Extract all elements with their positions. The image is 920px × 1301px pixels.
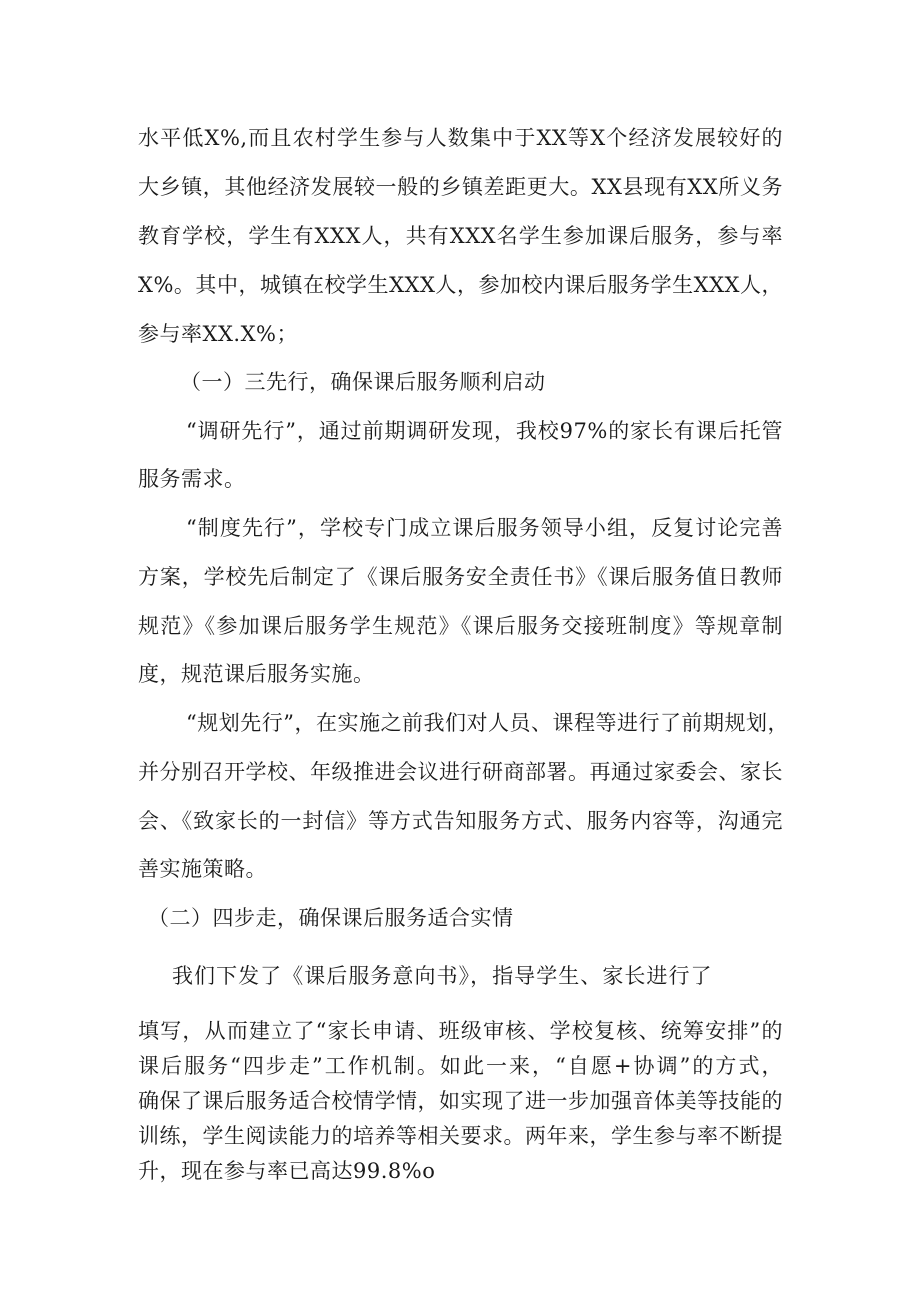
text-line: 服务需求。	[138, 467, 246, 491]
text-line: X%。其中，城镇在校学生XXX人，参加校内课后服务学生XXX人，	[138, 273, 783, 297]
text-line: “调研先行”，通过前期调研发现，我校97%的家长有课后托管	[186, 419, 783, 443]
section-heading-2: （二）四步走，确保课后服务适合实情	[148, 906, 514, 930]
text-line: 课后服务“四步走”工作机制。如此一来，“自愿+协调”的方式，	[138, 1054, 783, 1078]
text-line: “制度先行”，学校专门成立课后服务领导小组，反复讨论完善	[186, 516, 783, 540]
text-line: 并分别召开学校、年级推进会议进行研商部署。再通过家委会、家长	[138, 760, 783, 784]
text-line: 我们下发了《课后服务意向书》，指导学生、家长进行了	[172, 964, 712, 988]
text-line: 水平低X%,而且农村学生参与人数集中于XX等X个经济发展较好的	[138, 126, 783, 150]
section-heading-1: （一）三先行，确保课后服务顺利启动	[180, 370, 546, 394]
text-line: “规划先行”，在实施之前我们对人员、课程等进行了前期规划，	[186, 711, 789, 735]
text-line: 参与率XX.X%；	[138, 322, 298, 346]
text-line: 训练，学生阅读能力的培养等相关要求。两年来，学生参与率不断提	[138, 1124, 783, 1148]
text-line: 规范》《参加课后服务学生规范》《课后服务交接班制度》等规章制	[138, 614, 783, 638]
text-line: 大乡镇，其他经济发展较一般的乡镇差距更大。XX县现有XX所义务	[138, 175, 783, 199]
text-line: 教育学校，学生有XXX人，共有XXX名学生参加课后服务，参与率	[138, 224, 783, 248]
text-line: 度，规范课后服务实施。	[138, 662, 375, 686]
text-line: 方案，学校先后制定了《课后服务安全责任书》《课后服务值日教师	[138, 565, 783, 589]
text-line: 确保了课后服务适合校情学情，如实现了进一步加强音体美等技能的	[138, 1089, 783, 1113]
text-line: 升，现在参与率已高达99.8%o	[138, 1159, 436, 1183]
text-line: 填写，从而建立了“家长申请、班级审核、学校复核、统筹安排”的	[138, 1019, 783, 1043]
text-line: 善实施策略。	[138, 857, 267, 881]
text-line: 会、《致家长的一封信》等方式告知服务方式、服务内容等，沟通完	[138, 809, 783, 833]
